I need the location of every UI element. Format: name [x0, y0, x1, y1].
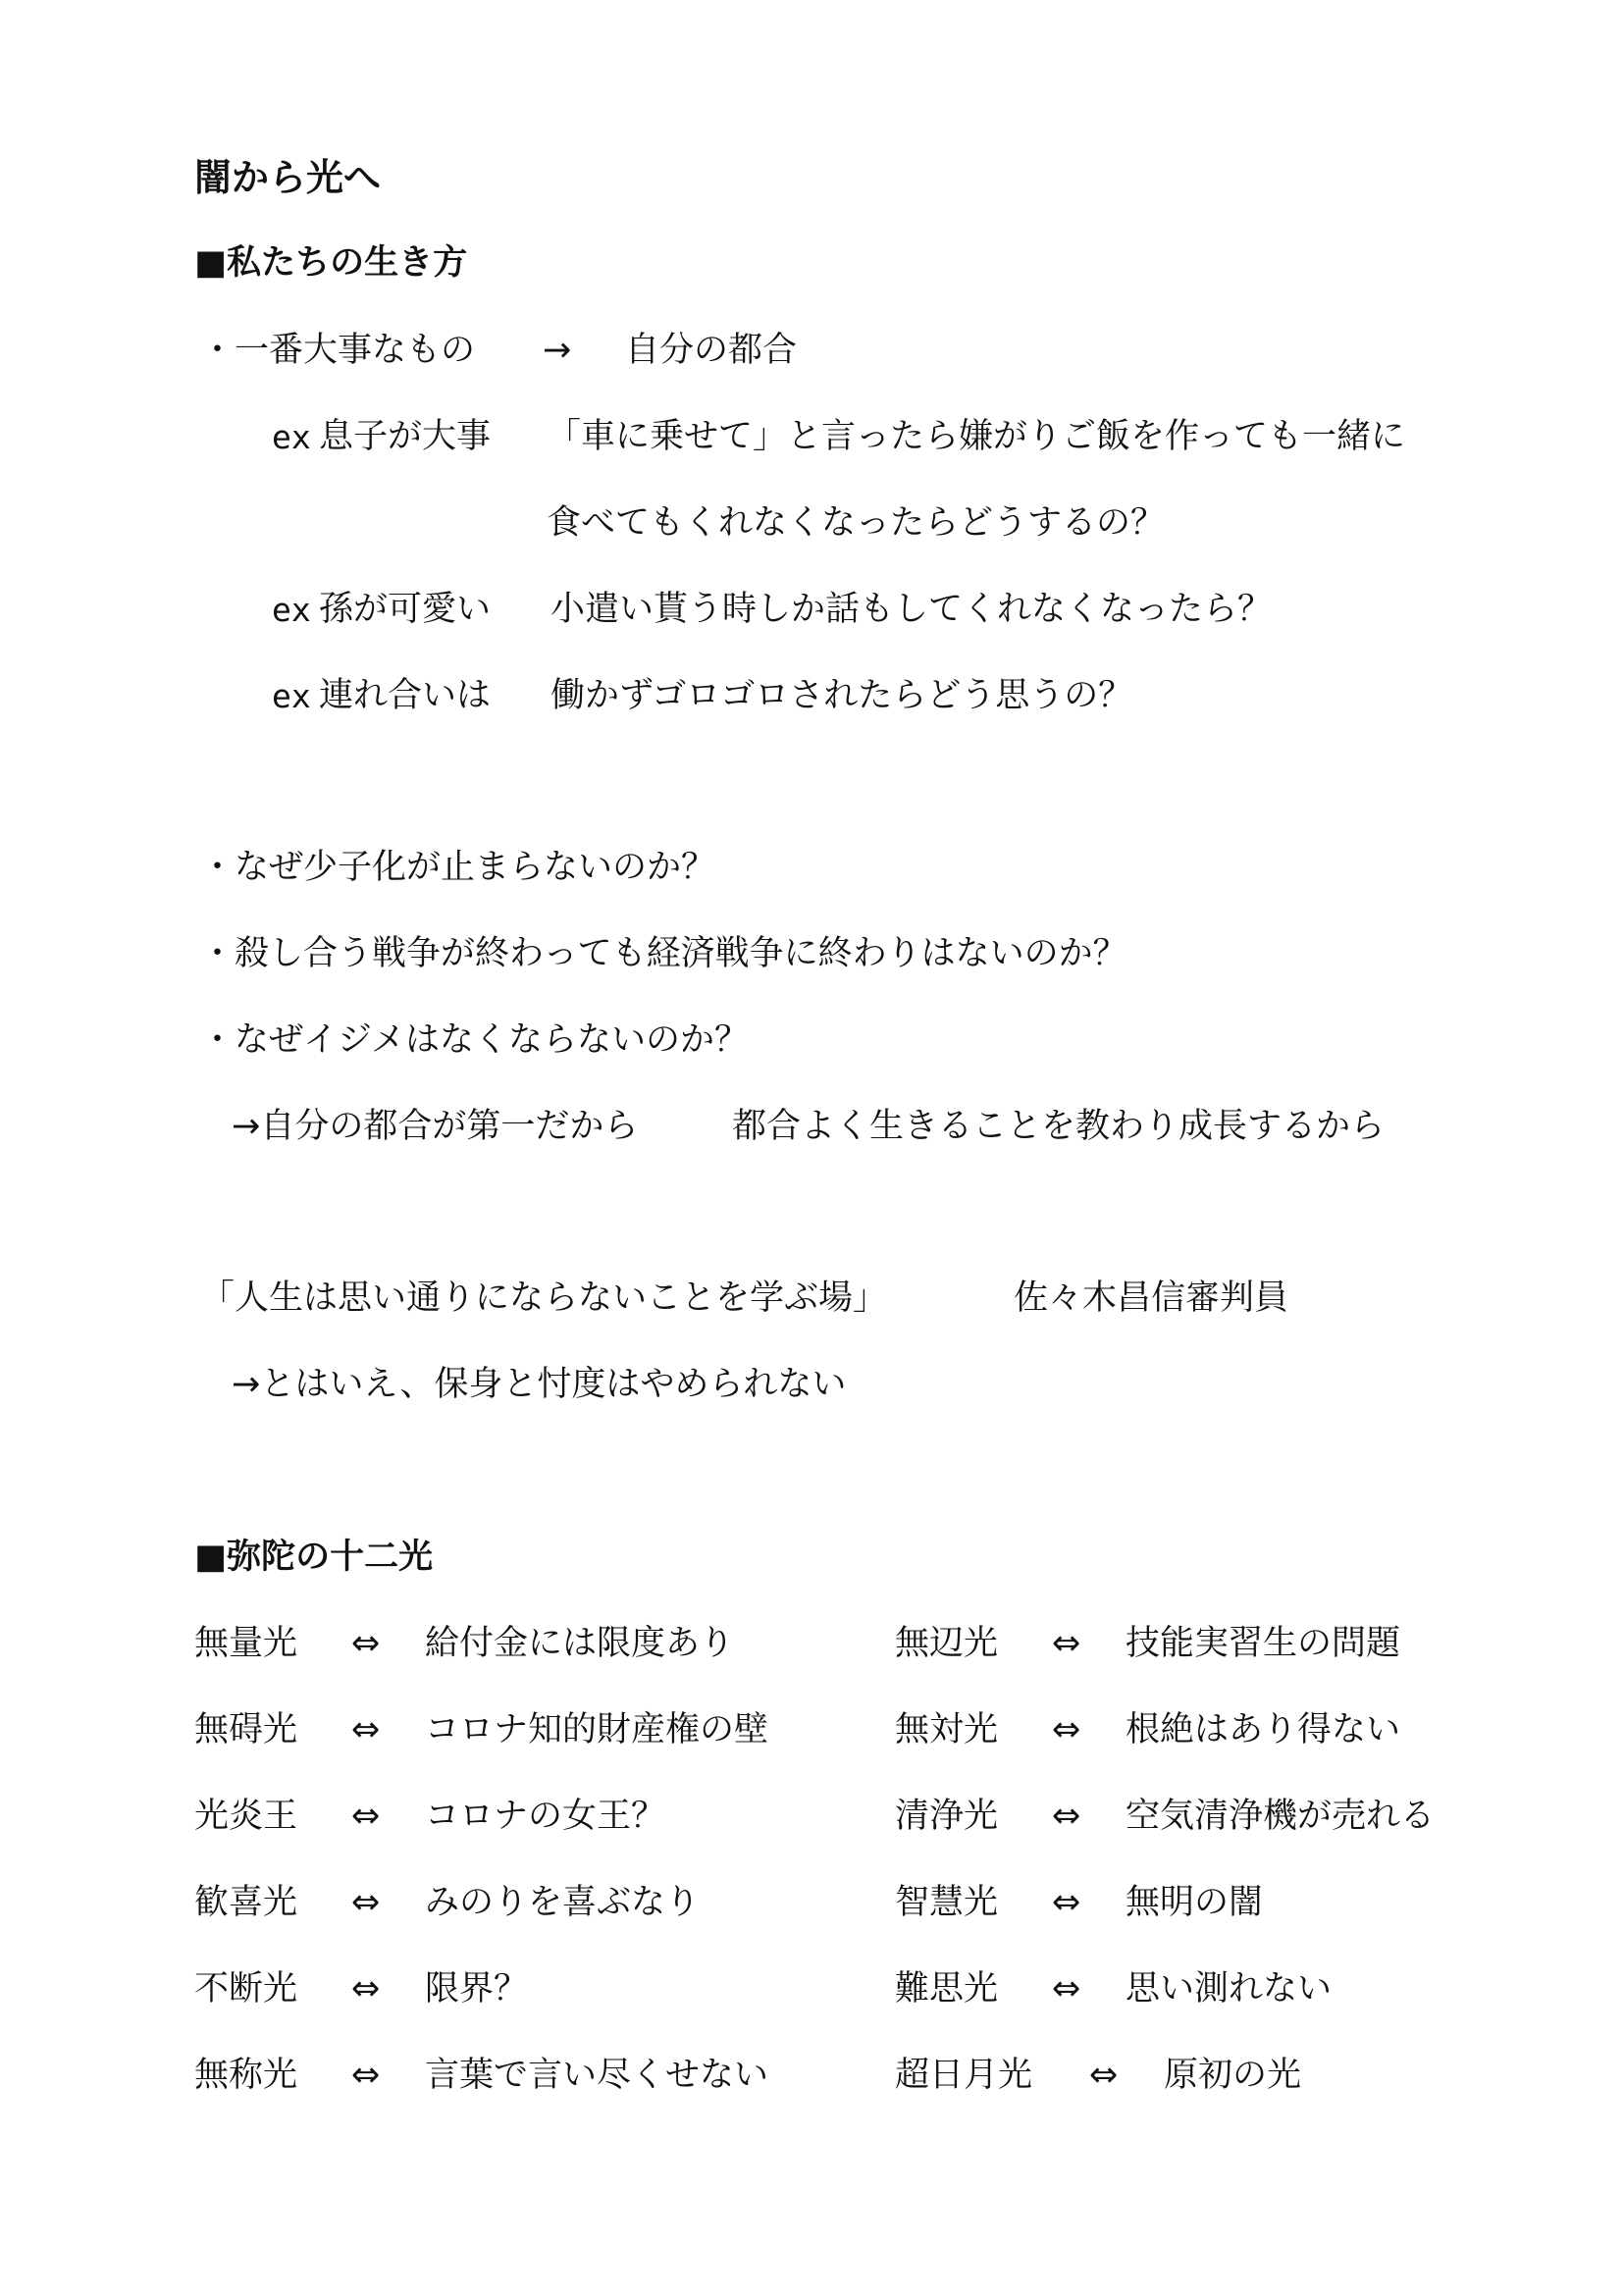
light-description: 無明の闇	[1126, 1883, 1264, 1922]
example-label: 息子が大事	[319, 417, 492, 456]
example-label: 孫が可愛い	[319, 590, 492, 629]
light-name: 無辺光	[895, 1624, 999, 1663]
quote-author: 佐々木昌信審判員	[1014, 1278, 1289, 1318]
question-item: ・殺し合う戦争が終わっても経済戦争に終わりはないのか？	[200, 934, 1127, 973]
light-name: 智慧光	[895, 1883, 999, 1922]
equivalence-symbol: ⇔	[351, 2056, 381, 2095]
point-label: ・一番大事なもの	[200, 331, 476, 370]
light-description: みのりを喜ぶなり	[425, 1883, 701, 1922]
light-name: 難思光	[895, 1969, 999, 2009]
answer-line: →自分の都合が第一だから	[232, 1107, 639, 1146]
light-name: 無対光	[895, 1710, 999, 1749]
point-value: 自分の都合	[625, 331, 798, 370]
equivalence-symbol: ⇔	[1052, 1969, 1081, 2009]
light-description: 技能実習生の問題	[1126, 1624, 1401, 1663]
light-description: コロナ知的財産権の壁	[425, 1710, 769, 1749]
example-prefix: ex	[272, 677, 311, 715]
light-description: 限界？	[425, 1969, 529, 2009]
light-name: 清浄光	[895, 1797, 999, 1836]
equivalence-symbol: ⇔	[1052, 1710, 1081, 1749]
example-text: 働かずゴロゴロされたらどう思うの？	[550, 676, 1133, 715]
light-description: 根絶はあり得ない	[1126, 1710, 1401, 1749]
question-item: ・なぜ少子化が止まらないのか？	[200, 848, 716, 887]
section-heading-juunikou: ■弥陀の十二光	[194, 1538, 434, 1577]
light-name: 無称光	[194, 2056, 298, 2095]
light-name: 光炎王	[194, 1797, 298, 1836]
light-description: 思い測れない	[1126, 1969, 1333, 2009]
section-heading-ikikata: ■私たちの生き方	[194, 243, 468, 283]
example-prefix: ex	[272, 418, 311, 456]
example-text: 「車に乗せて」と言ったら嫌がりご飯を作っても一緒に	[547, 417, 1406, 456]
light-description: コロナの女王？	[425, 1797, 666, 1836]
equivalence-symbol: ⇔	[351, 1624, 381, 1663]
light-description: 空気清浄機が売れる	[1126, 1797, 1436, 1836]
light-name: 無量光	[194, 1624, 298, 1663]
question-item: ・なぜイジメはなくならないのか？	[200, 1020, 749, 1060]
page-title: 闇から光へ	[194, 156, 382, 199]
equivalence-symbol: ⇔	[1052, 1797, 1081, 1836]
equivalence-symbol: ⇔	[1052, 1883, 1081, 1922]
light-description: 原初の光	[1164, 2056, 1302, 2095]
equivalence-symbol: ⇔	[1052, 1624, 1081, 1663]
answer-line-cont: 都合よく生きることを教わり成長するから	[732, 1107, 1386, 1146]
equivalence-symbol: ⇔	[351, 1969, 381, 2009]
quote-response: →とはいえ、保身と忖度はやめられない	[232, 1365, 847, 1404]
light-description: 言葉で言い尽くせない	[425, 2056, 769, 2095]
example-prefix: ex	[272, 591, 311, 629]
light-description: 給付金には限度あり	[425, 1624, 735, 1663]
light-name: 歓喜光	[194, 1883, 298, 1922]
equivalence-symbol: ⇔	[1089, 2056, 1119, 2095]
light-name: 無碍光	[194, 1710, 298, 1749]
point-arrow: →	[543, 331, 572, 370]
light-name: 超日月光	[895, 2056, 1033, 2095]
example-text: 食べてもくれなくなったらどうするの？	[547, 503, 1166, 543]
quote: 「人生は思い通りにならないことを学ぶ場」	[200, 1278, 888, 1318]
light-name: 不断光	[194, 1969, 298, 2009]
equivalence-symbol: ⇔	[351, 1710, 381, 1749]
equivalence-symbol: ⇔	[351, 1797, 381, 1836]
equivalence-symbol: ⇔	[351, 1883, 381, 1922]
example-text: 小遣い貰う時しか話もしてくれなくなったら？	[550, 590, 1273, 629]
example-label: 連れ合いは	[319, 676, 492, 715]
